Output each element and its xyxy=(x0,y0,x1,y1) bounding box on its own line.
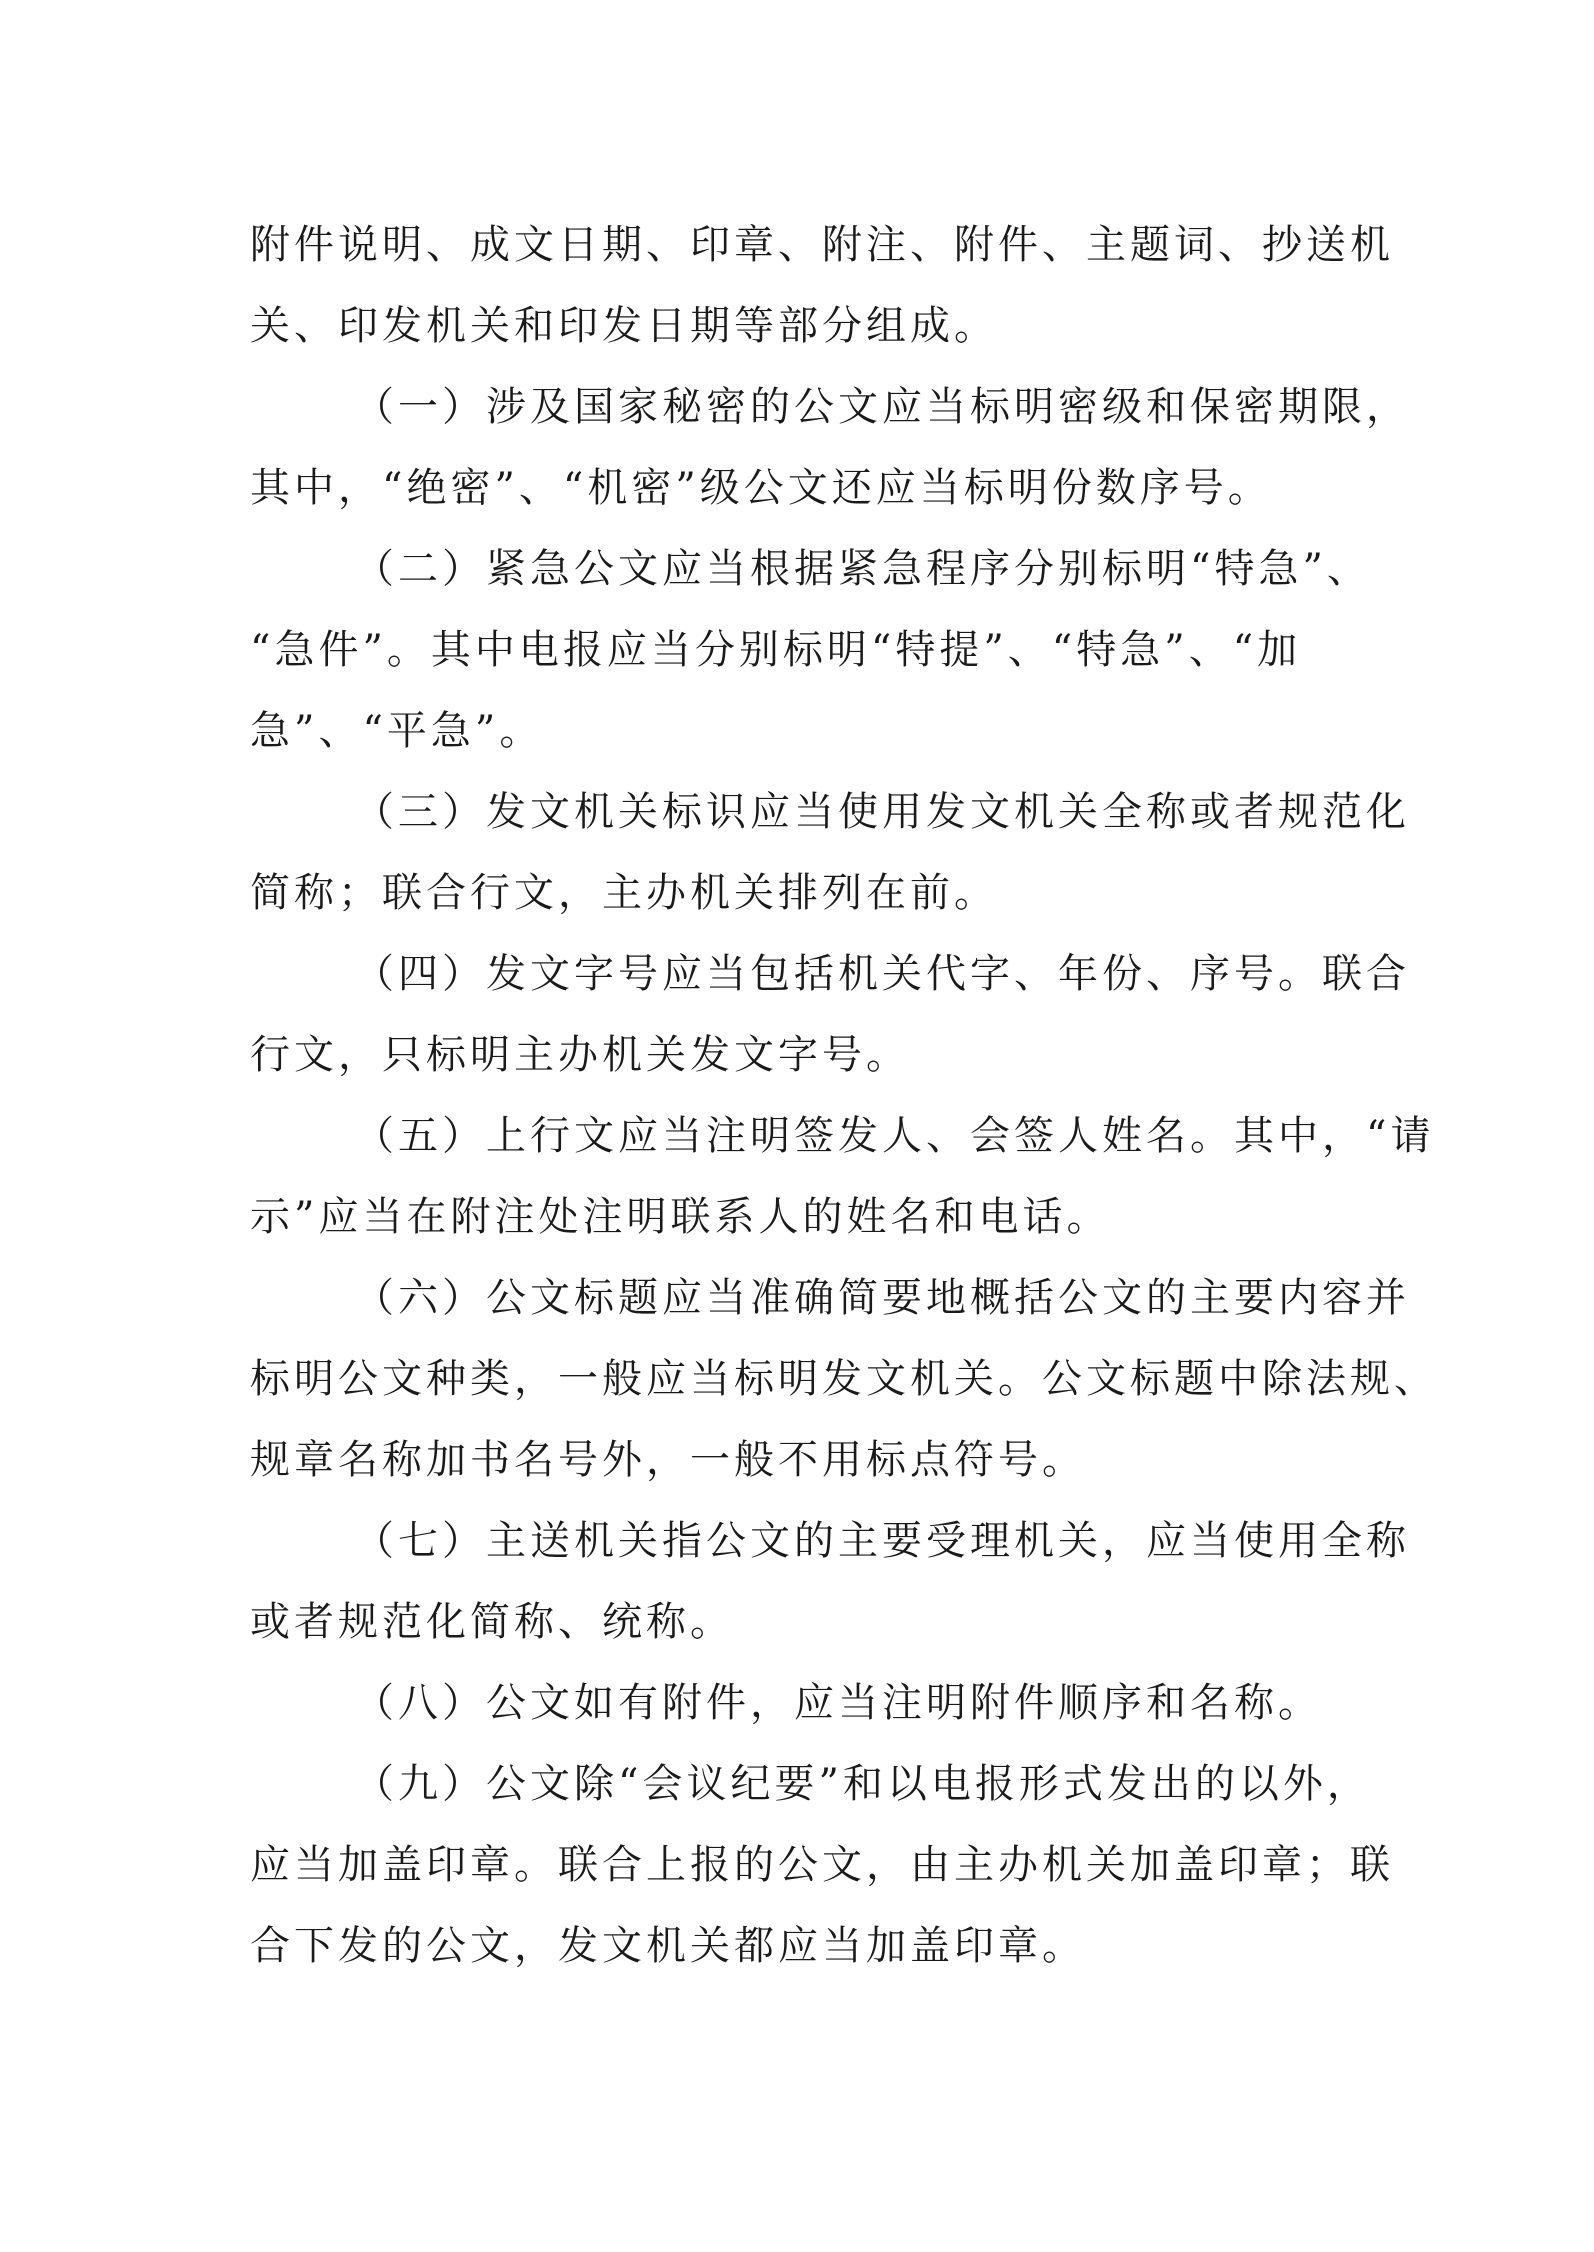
paragraph-item-6 xyxy=(250,1258,1438,1501)
paragraph-item-2 xyxy=(250,529,1371,772)
text-line: 简称；联合行文，主办机关排列在前。 xyxy=(250,870,998,916)
text-line: 标明公文种类，一般应当标明发文机关。公文标题中除法规、 xyxy=(250,1356,1438,1402)
paragraph-item-5 xyxy=(250,1096,1435,1258)
paragraph-item-7 xyxy=(250,1501,1410,1663)
text-line: （七）主送机关指公文的主要受理机关，应当使用全称 xyxy=(354,1518,1410,1564)
text-line: （八）公文如有附件，应当注明附件顺序和名称。 xyxy=(354,1680,1322,1726)
text-line: 关、印发机关和印发日期等部分组成。 xyxy=(250,303,998,349)
text-line: （二）紧急公文应当根据紧急程序分别标明“特急”、 xyxy=(354,546,1371,592)
text-line: 示”应当在附注处注明联系人的姓名和电话。 xyxy=(250,1194,1111,1240)
text-line: 合下发的公文，发文机关都应当加盖印章。 xyxy=(250,1923,1086,1969)
text-line: 其中，“绝密”、“机密”级公文还应当标明份数序号。 xyxy=(250,465,1272,511)
text-line: 规章名称加书名号外，一般不用标点符号。 xyxy=(250,1437,1086,1483)
paragraph-item-9 xyxy=(250,1744,1394,1987)
text-line: （四）发文字号应当包括机关代字、年份、序号。联合 xyxy=(354,951,1410,997)
paragraph-item-4 xyxy=(250,934,1410,1096)
text-line: 附件说明、成文日期、印章、附注、附件、主题词、抄送机 xyxy=(250,222,1394,268)
text-line: 应当加盖印章。联合上报的公文，由主办机关加盖印章；联 xyxy=(250,1842,1394,1888)
paragraph-item-8 xyxy=(250,1663,1350,1744)
paragraph-item-3 xyxy=(250,772,1410,934)
text-line: 或者规范化简称、统称。 xyxy=(250,1599,734,1645)
text-line: （一）涉及国家秘密的公文应当标明密级和保密期限， xyxy=(354,384,1410,430)
text-line: （六）公文标题应当准确简要地概括公文的主要内容并 xyxy=(354,1275,1410,1321)
text-line: （五）上行文应当注明签发人、会签人姓名。其中，“请 xyxy=(354,1113,1435,1159)
text-line: 行文，只标明主办机关发文字号。 xyxy=(250,1032,910,1078)
document-body xyxy=(250,205,1438,1987)
paragraph-continuation xyxy=(250,205,1394,367)
text-line: （九）公文除“会议纪要”和以电报形式发出的以外， xyxy=(354,1761,1371,1807)
text-line: 急”、“平急”。 xyxy=(250,708,544,754)
text-line: “急件”。其中电报应当分别标明“特提”、“特急”、“加 xyxy=(250,627,1302,673)
text-line: （三）发文机关标识应当使用发文机关全称或者规范化 xyxy=(354,789,1410,835)
paragraph-item-1 xyxy=(250,367,1410,529)
